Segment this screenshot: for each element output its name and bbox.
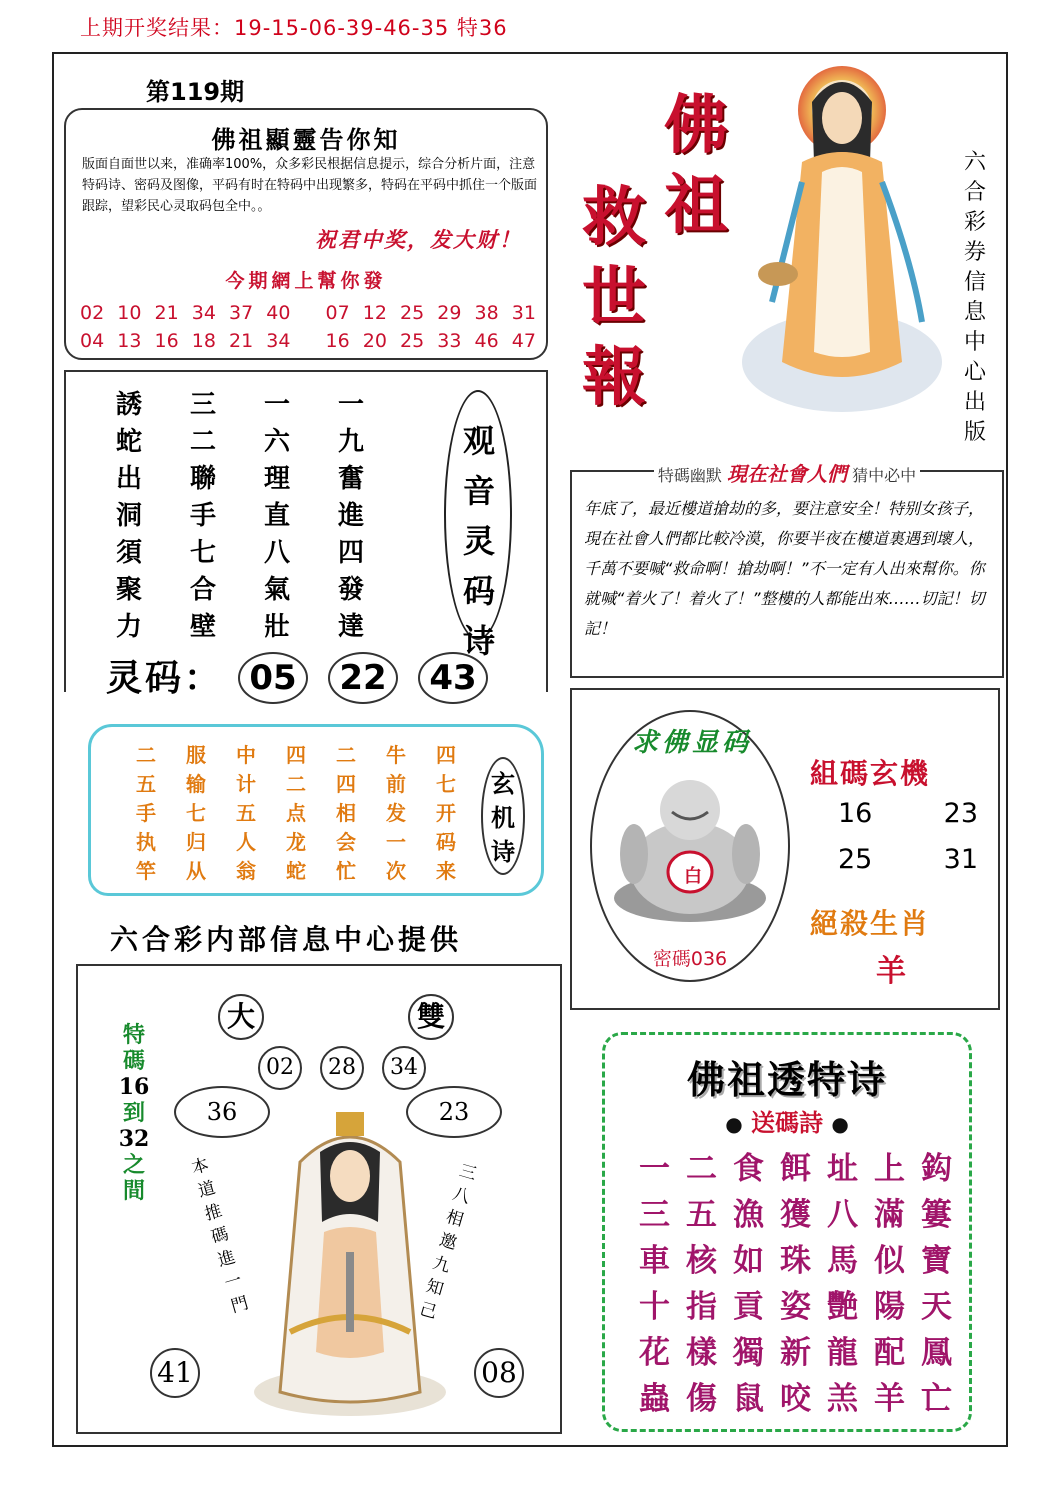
teco-char: 之 — [122, 1152, 145, 1178]
xuanji-char: 码 — [436, 830, 456, 854]
xuanji-char: 五 — [236, 801, 256, 825]
right-oval-number: 23 — [406, 1086, 502, 1138]
poem-char: 出 — [116, 464, 143, 494]
fozu-poem-char: 龍 — [827, 1335, 858, 1371]
xuanji-char: 前 — [386, 772, 406, 796]
poem-char: 一 — [338, 390, 365, 420]
poem-char: 聚 — [116, 575, 143, 605]
xuanji-char: 四 — [336, 772, 356, 796]
xuanji-char: 从 — [186, 859, 206, 883]
fozu-poem-char: 配 — [874, 1335, 905, 1371]
zm-number: 31 — [943, 844, 978, 875]
xuanji-char: 蛇 — [286, 859, 306, 883]
fozu-poem-char: 核 — [686, 1243, 717, 1279]
fozu-poem-char: 鼠 — [733, 1381, 764, 1417]
poem-char: 奮 — [338, 464, 365, 494]
xuanji-label: 玄机诗 — [491, 770, 515, 866]
fozu-poem-char: 馬 — [827, 1243, 858, 1279]
xuanji-char: 输 — [186, 772, 206, 796]
poem-char: 誘 — [116, 390, 143, 420]
poem-grid — [116, 384, 412, 643]
lingma-number: 05 — [238, 652, 308, 704]
poem-char: 聯 — [190, 464, 217, 494]
fozu-poem-char: 一 — [639, 1151, 670, 1187]
xuanji-oval — [481, 757, 525, 875]
xuanji-char: 执 — [136, 830, 156, 854]
teco-number: 16 — [118, 1074, 150, 1100]
number-cell: 34 — [266, 330, 291, 352]
number-cell: 46 — [474, 330, 499, 352]
humor-box — [570, 462, 1004, 678]
secret-code: 密碼036 — [652, 948, 728, 970]
poem-char: 手 — [190, 501, 217, 531]
buddha-box — [570, 688, 1000, 1010]
da-circle: 大 — [218, 994, 264, 1040]
xuanji-grid — [121, 739, 471, 884]
bullet-dot-icon: ● — [725, 1112, 743, 1136]
poem-char: 壁 — [190, 612, 217, 642]
xuanji-char: 次 — [386, 859, 406, 883]
jssx-value: 羊 — [876, 954, 906, 989]
fozu-poem-char: 二 — [686, 1151, 717, 1187]
number-row-2 — [80, 330, 536, 352]
fozu-poem-char: 五 — [686, 1197, 717, 1233]
reveal-title: 佛祖顯靈告你知 — [211, 125, 401, 154]
number-cell: 33 — [437, 330, 462, 352]
poem-char: 氣 — [264, 575, 291, 605]
lingma-number: 43 — [418, 652, 488, 704]
poem-char: 理 — [264, 464, 291, 494]
teco-number: 32 — [118, 1126, 150, 1152]
buddha-oval — [590, 710, 790, 982]
number-cell: 21 — [229, 330, 254, 352]
number-cell: 25 — [400, 302, 425, 324]
reveal-body: 版面自面世以来，准确率100%，众多彩民根据信息提示，综合分析片面，注意特码诗、密码及图像，平码有时在特码中出现繁多，特码在平码中抓住一个版面跟踪，望彩民心灵取码包全中。。 — [82, 157, 538, 214]
xuanji-box — [88, 724, 544, 896]
poem-char: 發 — [338, 575, 365, 605]
xuanji-char: 牛 — [386, 743, 406, 767]
xuanji-char: 会 — [336, 830, 356, 854]
humor-label-big: 現在社會人們 — [727, 462, 847, 486]
right-vertical-text: 三八相邀九知己 — [417, 1160, 479, 1324]
number-cell: 12 — [362, 302, 387, 324]
teco-char: 碼 — [122, 1048, 145, 1074]
zm-title: 組碼玄機 — [810, 757, 931, 790]
guanyin-poem-oval — [444, 390, 512, 660]
top-number: 34 — [382, 1046, 426, 1090]
xuanji-char: 竿 — [136, 859, 156, 883]
fozu-poem-subtitle: 送碼詩 — [751, 1109, 823, 1137]
xuanji-char: 二 — [336, 743, 356, 767]
fozu-poem-char: 八 — [827, 1197, 858, 1233]
reveal-box — [64, 108, 548, 360]
poem-char: 六 — [264, 427, 291, 457]
info-provider: 六合彩内部信息中心提供 — [110, 923, 463, 956]
xuanji-char: 二 — [286, 772, 306, 796]
bottom-left-number: 41 — [150, 1348, 200, 1398]
xuanji-char: 中 — [236, 743, 256, 767]
number-row-1 — [80, 302, 536, 324]
poem-box — [64, 370, 548, 699]
humor-title — [572, 458, 1002, 487]
teco-char: 間 — [122, 1178, 145, 1204]
poem-char: 四 — [338, 538, 365, 568]
xuanji-char: 手 — [136, 801, 156, 825]
humor-label-right: 猜中必中 — [852, 466, 917, 485]
net-title: 今期網上幫你發 — [225, 270, 387, 292]
poem-char: 蛇 — [116, 427, 143, 457]
fozu-poem-char: 艷 — [827, 1289, 858, 1325]
fozu-poem-subtitle-row — [605, 1103, 969, 1138]
fozu-poem-char: 陽 — [874, 1289, 905, 1325]
fozu-poem-box — [602, 1032, 972, 1432]
fozu-poem-char: 車 — [639, 1243, 670, 1279]
xuanji-char: 归 — [186, 830, 206, 854]
number-cell: 02 — [80, 302, 105, 324]
number-cell: 18 — [191, 330, 216, 352]
teco-char: 特 — [122, 1022, 145, 1048]
shuang-circle: 雙 — [408, 994, 454, 1040]
blessing: 祝君中奖，发大财！ — [315, 228, 522, 252]
fozu-poem-char: 簍 — [921, 1197, 952, 1233]
teco-range — [116, 1022, 152, 1204]
fozu-poem-char: 餌 — [780, 1151, 811, 1187]
zm-number: 23 — [943, 798, 978, 829]
fozu-poem-char: 獲 — [780, 1197, 811, 1233]
fozu-poem-char: 滿 — [874, 1197, 905, 1233]
fozu-poem-char: 姿 — [780, 1289, 811, 1325]
number-cell: 29 — [437, 302, 462, 324]
xuanji-char: 四 — [436, 743, 456, 767]
fozu-poem-char: 漁 — [733, 1197, 764, 1233]
fozu-poem-char: 十 — [639, 1289, 670, 1325]
fozu-poem-char: 似 — [874, 1243, 905, 1279]
left-vertical-text: 本道推碼進一門 — [189, 1154, 251, 1318]
number-cell: 04 — [80, 330, 105, 352]
number-cell: 38 — [474, 302, 499, 324]
number-cell: 13 — [117, 330, 142, 352]
fozu-poem-char: 亡 — [921, 1381, 952, 1417]
guanyin-box — [76, 964, 562, 1434]
fozu-poem-char: 蟲 — [639, 1381, 670, 1417]
fozu-poem-char: 咬 — [780, 1381, 811, 1417]
poem-char: 直 — [264, 501, 291, 531]
poem-char: 達 — [338, 612, 365, 642]
fozu-poem-char: 上 — [874, 1151, 905, 1187]
poem-char: 九 — [338, 427, 365, 457]
fozu-poem-char: 珠 — [780, 1243, 811, 1279]
number-cell: 31 — [511, 302, 536, 324]
buddha-belly-text: 白 — [684, 866, 702, 887]
fozu-poem-char: 寶 — [921, 1243, 952, 1279]
xuanji-char: 二 — [136, 743, 156, 767]
fozu-poem-char: 如 — [733, 1243, 764, 1279]
poem-char: 七 — [190, 538, 217, 568]
zm-number: 16 — [838, 798, 873, 829]
fozu-poem-char: 鈎 — [921, 1151, 952, 1187]
fozu-poem-char: 天 — [921, 1289, 952, 1325]
poem-char: 洞 — [116, 501, 143, 531]
jssx-title: 絕殺生肖 — [810, 907, 931, 940]
number-cell: 34 — [191, 302, 216, 324]
zm-row — [838, 798, 978, 829]
fozu-poem-char: 傷 — [686, 1381, 717, 1417]
number-cell: 37 — [229, 302, 254, 324]
buddha-figure-image — [742, 62, 948, 420]
last-result: 上期开奖结果：19-15-06-39-46-35 特36 — [80, 16, 508, 40]
poem-char: 八 — [264, 538, 291, 568]
poem-char: 三 — [190, 390, 217, 420]
buddha-arc-title: 求佛显码 — [631, 728, 752, 758]
xuanji-char: 相 — [336, 801, 356, 825]
guanyin-poem-label: 观音灵码诗 — [462, 422, 495, 660]
xuanji-char: 五 — [136, 772, 156, 796]
lingma-number: 22 — [328, 652, 398, 704]
poem-char: 進 — [338, 501, 365, 531]
xuanji-char: 人 — [236, 830, 256, 854]
left-oval-number: 36 — [174, 1086, 270, 1138]
poem-char: 二 — [190, 427, 217, 457]
bottom-right-number: 08 — [474, 1348, 524, 1398]
fozu-poem-char: 羊 — [874, 1381, 905, 1417]
number-cell: 25 — [400, 330, 425, 352]
lingma-label: 灵码： — [106, 658, 224, 699]
xuanji-char: 七 — [436, 772, 456, 796]
poem-char: 力 — [116, 612, 143, 642]
fozu-poem-char: 址 — [827, 1151, 858, 1187]
smiling-buddha-image — [610, 768, 770, 928]
issue-number: 第119期 — [146, 78, 245, 106]
fozu-poem-char: 貢 — [733, 1289, 764, 1325]
bullet-dot-icon: ● — [831, 1112, 849, 1136]
number-cell: 16 — [325, 330, 350, 352]
number-cell: 16 — [154, 330, 179, 352]
number-cell: 40 — [266, 302, 291, 324]
poem-char: 一 — [264, 390, 291, 420]
xuanji-char: 四 — [286, 743, 306, 767]
masthead-col1: 佛祖 — [664, 88, 728, 243]
xuanji-char: 点 — [286, 801, 306, 825]
top-number: 28 — [320, 1046, 364, 1090]
fozu-poem-char: 新 — [780, 1335, 811, 1371]
number-cell: 07 — [325, 302, 350, 324]
xuanji-char: 服 — [186, 743, 206, 767]
top-number: 02 — [258, 1046, 302, 1090]
number-cell: 47 — [511, 330, 536, 352]
fozu-poem-grid — [631, 1143, 960, 1419]
xuanji-char: 开 — [436, 801, 456, 825]
number-cell: 21 — [154, 302, 179, 324]
fozu-poem-char: 獨 — [733, 1335, 764, 1371]
fozu-poem-char: 花 — [639, 1335, 670, 1371]
fozu-poem-char: 指 — [686, 1289, 717, 1325]
poem-char: 壯 — [264, 612, 291, 642]
fozu-poem-char: 羔 — [827, 1381, 858, 1417]
zm-number: 25 — [838, 844, 873, 875]
teco-char: 到 — [122, 1100, 145, 1126]
fozu-poem-char: 三 — [639, 1197, 670, 1233]
fozu-poem-char: 樣 — [686, 1335, 717, 1371]
xuanji-char: 忙 — [336, 859, 356, 883]
xuanji-char: 来 — [436, 859, 456, 883]
publisher: 六合彩券信息中心出版 — [963, 150, 986, 445]
xuanji-char: 翁 — [236, 859, 256, 883]
xuanji-char: 一 — [386, 830, 406, 854]
humor-body: 年底了，最近樓道搶劫的多，要注意安全！特别女孩子，現在社會人們都比較冷漠，你要半夜在樓道裏遇到壞人，千萬不要喊“救命啊！搶劫啊！”不一定有人出來幫你。你就喊“着火了！着火了！”整樓的人都能出來……切記！切記！ — [584, 499, 985, 638]
xuanji-char: 计 — [236, 772, 256, 796]
zm-row — [838, 844, 978, 875]
poem-char: 合 — [190, 575, 217, 605]
xuanji-char: 七 — [186, 801, 206, 825]
poem-char: 須 — [116, 538, 143, 568]
number-cell: 20 — [362, 330, 387, 352]
fozu-poem-char: 鳳 — [921, 1335, 952, 1371]
xuanji-char: 发 — [386, 801, 406, 825]
number-cell: 10 — [117, 302, 142, 324]
fozu-poem-title: 佛祖透特诗 — [686, 1057, 887, 1102]
fozu-poem-char: 食 — [733, 1151, 764, 1187]
humor-label-left: 特碼幽默 — [657, 466, 722, 485]
masthead-col2: 救世報 — [582, 180, 646, 415]
xuanji-char: 龙 — [286, 830, 306, 854]
guanyin-figure-image — [250, 1102, 450, 1418]
